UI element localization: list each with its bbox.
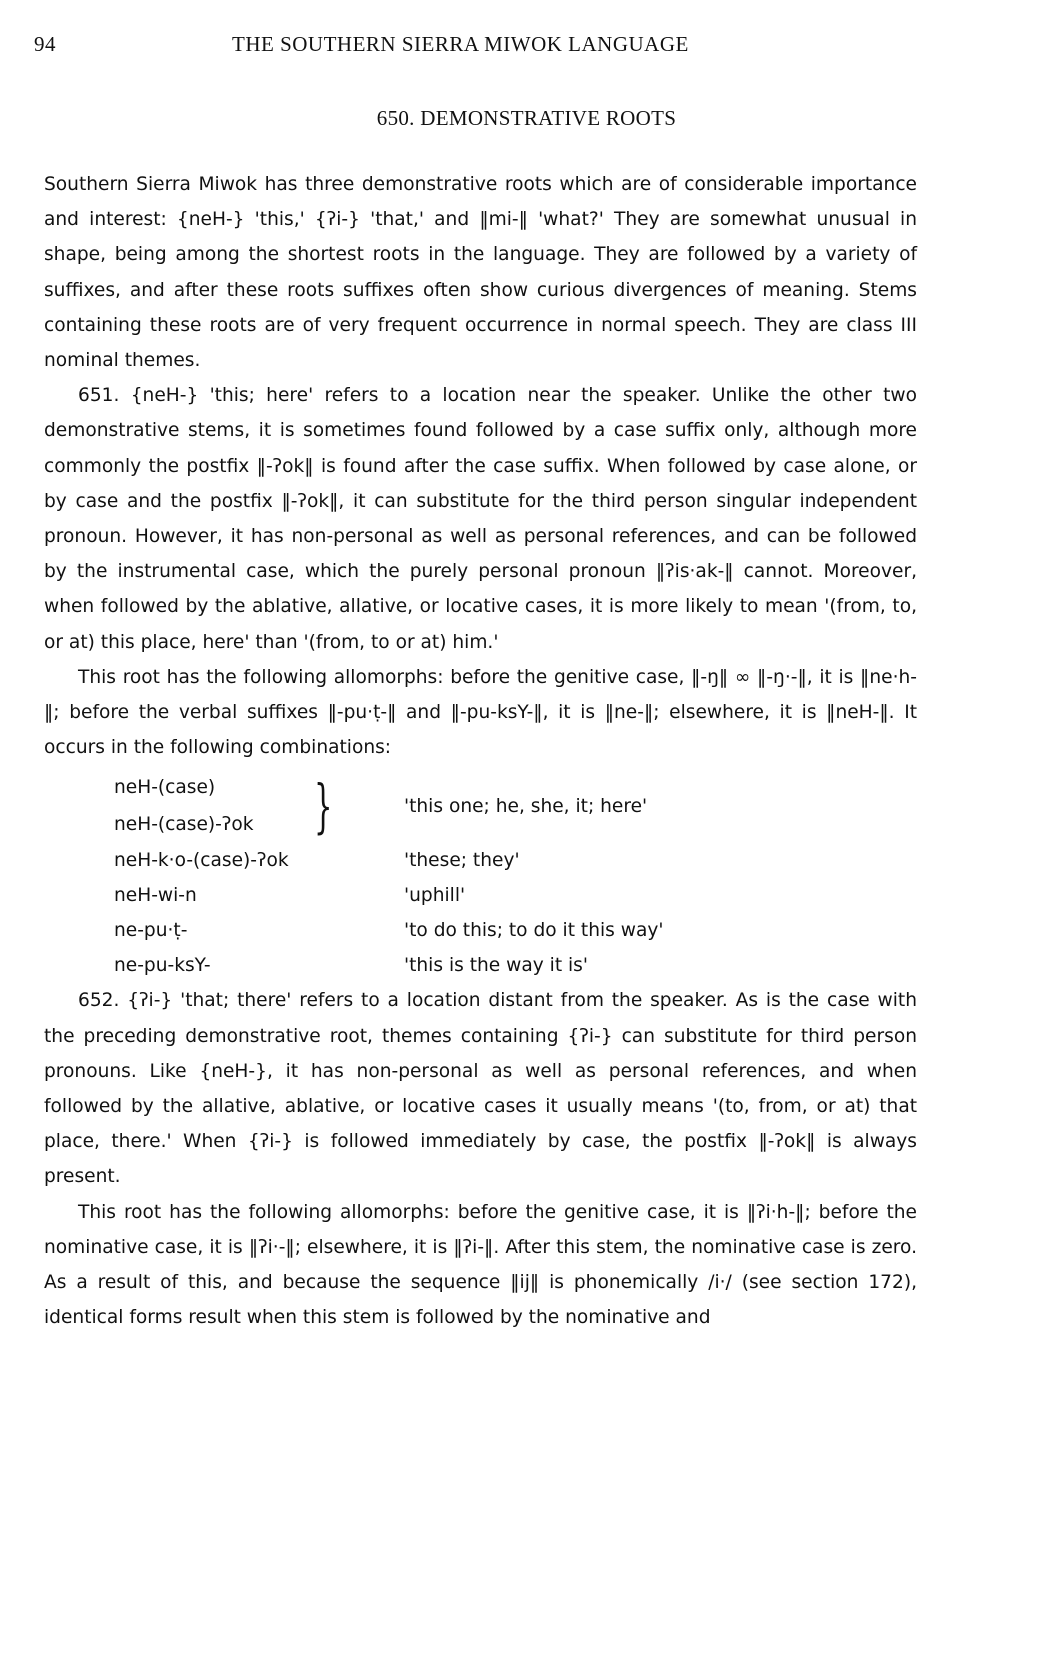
intro-paragraph: Southern Sierra Miwok has three demonstrative roots which are of considerable importance and interest: {neH-} 'this,' {ʔi-} 'that,' and ‖mi-‖ 'what?' They are somewhat unusual in shape, being among the shortest roots in the language. They are followed by a variety of suffixes, and after these roots suffixes often show curious divergences of meaning. Stems containing these roots are of very frequent occurrence in normal speech. They are class III nominal themes. [44, 174, 917, 372]
brace-symbol: } [314, 772, 333, 841]
paragraph-652-allomorphs: This root has the following allomorphs: before the genitive case, it is ‖ʔi·h-‖; before the nominative case, it is ‖ʔi·-‖; elsewhere, it is ‖ʔi-‖. After this stem, the nominative case is zero. As a result of this, and because the sequence ‖ij‖ is phonemically /i·/ (see section 172), identical forms result when this stem is followed by the nominative and [44, 1201, 917, 1329]
paragraph-651-allomorphs: This root has the following allomorphs: before the genitive case, ‖-ŋ‖ ∞ ‖-ŋ·-‖, it is ‖ne·h-‖; before the verbal suffixes ‖-pu·ṭ-‖ and ‖-pu-ksY-‖, it is ‖ne-‖; elsewhere, it is ‖neH-‖. It occurs in the following combinations: [44, 666, 917, 759]
combinations-list [44, 769, 917, 983]
section-title: 650. DEMONSTRATIVE ROOTS [376, 106, 677, 130]
combination-form: neH-k·o-(case)-ʔok [114, 850, 289, 872]
combination-form: ne-pu·ṭ- [114, 920, 188, 942]
combination-row [114, 878, 917, 913]
combination-gloss: 'uphill' [404, 885, 466, 907]
combination-form: neH-(case)-ʔok [114, 814, 254, 836]
combination-form: ne-pu-ksY- [114, 955, 211, 977]
combination-gloss: 'to do this; to do it this way' [404, 920, 664, 942]
body-text [44, 167, 917, 1335]
combination-row [114, 948, 917, 983]
combination-row [114, 843, 917, 878]
combination-gloss: 'this is the way it is' [404, 955, 588, 977]
combination-form: neH-(case) [114, 777, 216, 799]
combination-gloss: 'these; they' [404, 850, 520, 872]
paragraph-651: 651. {neH-} 'this; here' refers to a location near the speaker. Unlike the other two demonstrative stems, it is sometimes found followed by a case suffix only, although more commonly the postfix ‖-ʔok‖ is found after the case suffix. When followed by case alone, or by case and the postfix ‖-ʔok‖, it can substitute for the third person singular independent pronoun. However, it has non-personal as well as personal references, and can be followed by the instrumental case, which the purely personal pronoun ‖ʔis·ak-‖ cannot. Moreover, when followed by the ablative, allative, or locative cases, it is more likely to mean '(from, to, or at) this place, here' than '(from, to or at) him.' [44, 385, 917, 653]
combination-gloss: 'this one; he, she, it; here' [404, 795, 648, 817]
combination-forms [114, 769, 314, 843]
combination-group [114, 769, 917, 843]
combination-row [114, 913, 917, 948]
combination-form: neH-wi-n [114, 885, 197, 907]
page-number: 94 [34, 32, 56, 56]
paragraph-652: 652. {ʔi-} 'that; there' refers to a location distant from the speaker. As is the case with the preceding demonstrative root, themes containing {ʔi-} can substitute for third person pronouns. Like {neH-}, it has non-personal as well as personal references, and when followed by the allative, ablative, or locative cases it usually means '(to, from, or at) that place, there.' When {ʔi-} is followed immediately by case, the postfix ‖-ʔok‖ is always present. [44, 990, 917, 1188]
running-title: THE SOUTHERN SIERRA MIWOK LANGUAGE [232, 32, 689, 56]
